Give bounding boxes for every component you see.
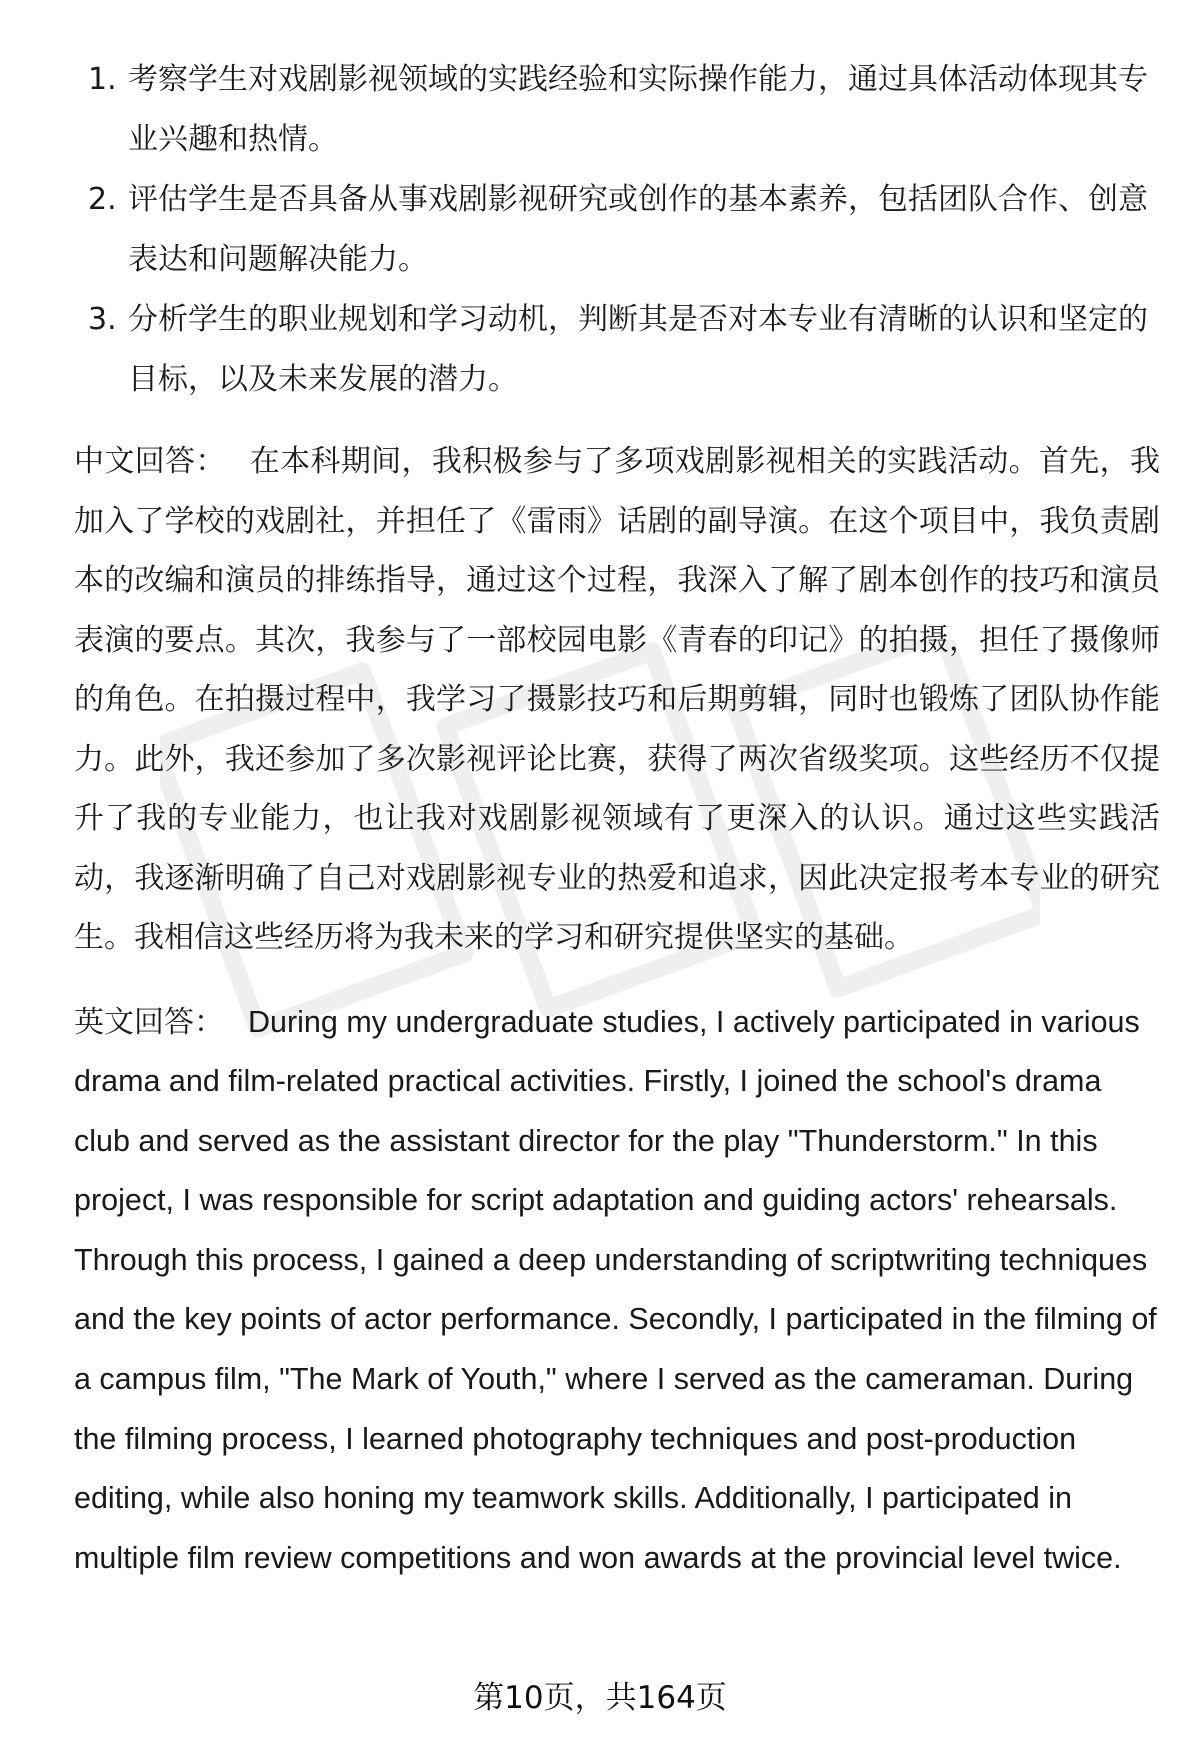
document-page [74, 50, 1160, 1588]
criteria-text: 考察学生对戏剧影视领域的实践经验和实际操作能力，通过具体活动体现其专业兴趣和热情。 [128, 62, 1148, 157]
chinese-answer-label: 中文回答： [74, 444, 226, 479]
criteria-item [74, 50, 1160, 170]
criteria-number: 2. [88, 182, 117, 217]
english-answer [74, 993, 1160, 1589]
criteria-item [74, 170, 1160, 290]
criteria-number: 1. [88, 62, 117, 97]
chinese-answer [74, 432, 1160, 968]
chinese-answer-text: 在本科期间，我积极参与了多项戏剧影视相关的实践活动。首先，我加入了学校的戏剧社，并担任了《雷雨》话剧的副导演。在这个项目中，我负责剧本的改编和演员的排练指导，通过这个过程，我深入了解了剧本创作的技巧和演员表演的要点。其次，我参与了一部校园电影《青春的印记》的拍摄，担任了摄像师的角色。在拍摄过程中，我学习了摄影技巧和后期剪辑，同时也锻炼了团队协作能力。此外，我还参加了多次影视评论比赛，获得了两次省级奖项。这些经历不仅提升了我的专业能力，也让我对戏剧影视领域有了更深入的认识。通过这些实践活动，我逐渐明确了自己对戏剧影视专业的热爱和追求，因此决定报考本专业的研究生。我相信这些经历将为我未来的学习和研究提供坚实的基础。 [74, 444, 1160, 955]
english-answer-text: During my undergraduate studies, I actively participated in various drama and film-related practical activities. Firstly, I joined the school's drama club and served as the assistant director for the play "Thunderstorm." In this project, I was responsible for script adaptation and guiding actors' rehearsals. Through this process, I gained a deep understanding of scriptwriting techniques and the key points of actor performance. Secondly, I participated in the filming of a campus film, "The Mark of Youth," where I served as the cameraman. During the filming process, I learned photography techniques and post-production editing, while also honing my teamwork skills. Additionally, I participated in multiple film review competitions and won awards at the provincial level twice. [74, 1004, 1157, 1575]
english-answer-label: 英文回答： [74, 1004, 224, 1040]
criteria-text: 评估学生是否具备从事戏剧影视研究或创作的基本素养，包括团队合作、创意表达和问题解决能力。 [128, 182, 1148, 277]
page-number-footer: 第10页，共164页 [473, 1680, 727, 1716]
evaluation-criteria-list [74, 50, 1160, 410]
criteria-text: 分析学生的职业规划和学习动机，判断其是否对本专业有清晰的认识和坚定的目标，以及未来发展的潜力。 [128, 302, 1148, 397]
criteria-item [74, 290, 1160, 410]
criteria-number: 3. [88, 302, 117, 337]
